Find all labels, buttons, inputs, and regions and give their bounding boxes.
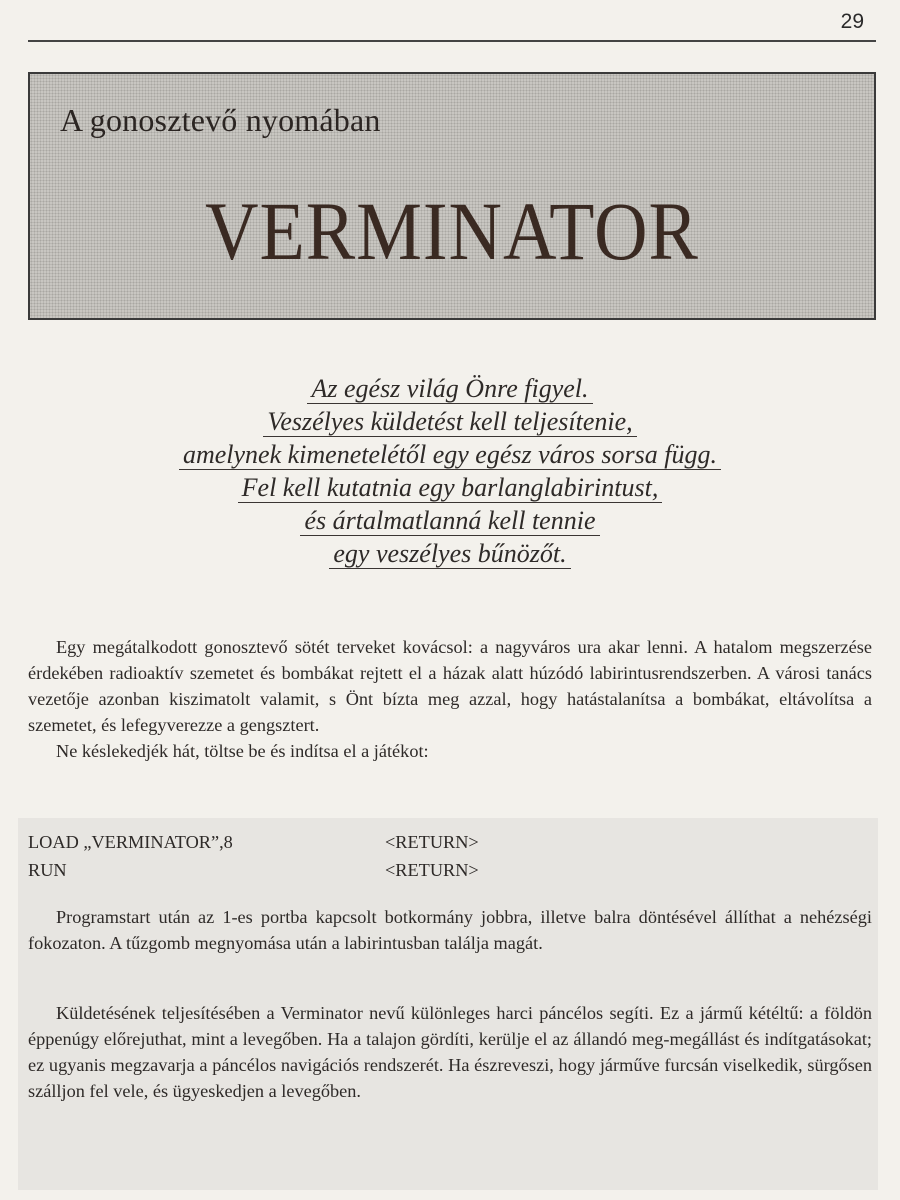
title-box	[28, 72, 876, 320]
tagline-line: egy veszélyes bűnözőt.	[329, 540, 570, 569]
mission-text	[28, 1000, 872, 1104]
instructions-text	[28, 904, 872, 956]
body-paragraph-4: Küldetésének teljesítésében a Verminator nevű különleges harci páncélos segíti. Ez a jármű kétéltű: a földön éppenúgy előrejuthat, mint a levegőben. Ha a talajon gördíti, kerülje el az állandó meg-megállást és indítgatásokat; ez ugyanis megzavarja a páncélos navigációs rendszerét. Ha észreveszi, hogy járműve furcsán viselkedik, sürgősen szálljon fel vele, és ügyeskedjen a levegőben.	[28, 1003, 872, 1101]
run-key: <RETURN>	[385, 860, 479, 880]
tagline-line: és ártalmatlanná kell tennie	[300, 507, 599, 536]
load-instruction-row	[28, 856, 628, 884]
tagline-line: amelynek kimenetelétől egy egész város sorsa függ.	[179, 441, 721, 470]
load-instructions	[28, 828, 628, 884]
load-key: <RETURN>	[385, 832, 479, 852]
tagline-line: Fel kell kutatnia egy barlanglabirintust,	[238, 474, 663, 503]
tagline-line: Veszélyes küldetést kell teljesítenie,	[263, 408, 636, 437]
tagline-line: Az egész világ Önre figyel.	[307, 375, 592, 404]
load-command: LOAD „VERMINATOR”,8	[28, 832, 233, 852]
article-kicker: A gonosztevő nyomában	[60, 102, 381, 138]
load-instruction-row	[28, 828, 628, 856]
article-title: VERMINATOR	[205, 186, 699, 278]
run-command: RUN	[28, 860, 67, 880]
page-number: 29	[840, 10, 864, 33]
body-paragraph-3: Programstart után az 1-es portba kapcsolt botkormány jobbra, illetve balra döntésével állíthat a nehézségi fokozaton. A tűzgomb megnyomása után a labirintusban találja magát.	[28, 907, 872, 953]
tagline	[0, 372, 900, 570]
intro-text	[28, 634, 872, 764]
intro-paragraph-2: Ne késlekedjék hát, töltse be és indítsa el a játékot:	[56, 741, 429, 761]
intro-paragraph-1: Egy megátalkodott gonosztevő sötét terveket kovácsol: a nagyváros ura akar lenni. A hatalom megszerzése érdekében radioaktív szemetet és bombákat rejtett el a házak alatt húzódó labirintusrendszerben. A városi tanács vezetője azonban kiszimatolt valamit, s Önt bízta meg azzal, hogy hatástalanítsa a bombákat, eltávolítsa a szemetet, és lefegyverezze a gengsztert.	[28, 637, 872, 735]
header-rule	[28, 40, 876, 42]
